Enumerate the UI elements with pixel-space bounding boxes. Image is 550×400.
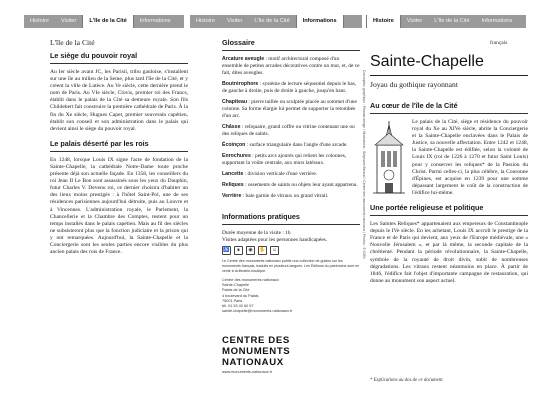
nav-item-informations[interactable]: Informations — [296, 15, 344, 28]
nav-item-visiter[interactable]: Visiter — [60, 18, 77, 24]
person-icon: ☺ — [271, 247, 278, 253]
column-heading: L'île de la Cité — [50, 38, 95, 47]
info-title: Informations pratiques — [222, 212, 360, 225]
vertical-credits: Conception graphique : Plasma design / Illustrations : Stéphane Beraud / Centre des monuments nationaux / Photos : © CMN — [362, 70, 366, 259]
page-title: Sainte-Chapelle — [370, 53, 528, 76]
address-block: Centre des monuments nationaux Sainte-Chapelle Palais de la Cité 4 boulevard du Palais 75001 Paris tél. 01 53 40 60 97 sainte-chapelle@monuments-nationaux.fr — [222, 278, 360, 314]
section-title-palais-deserte: Le palais déserté par les rois — [50, 139, 188, 152]
section-text-pouvoir-royal: Au Ier siècle avant JC, les Parisii, tribu gauloise, s'installent sur une île au milieu de la Seine, plus tard l'île de la Cité, et y créent la ville de Lutèce. Au Ve siècle, cette dernière prend le nom de Paris. Au VIe siècle, Clovis, premier roi des Francs, établit dans le palais de la Cité sa demeure royale. Son fils Childebert fait construire la première cathédrale de Paris. À la fin du Xe siècle, Hugues Capet, premier souverain capétien, établit son conseil et son administration dans le palais qui devient ainsi le siège du pouvoir royal. — [50, 69, 188, 132]
hand-icon: ✋ — [259, 247, 266, 253]
email-link[interactable]: sainte-chapelle@monuments-nationaux.fr — [222, 309, 293, 314]
nav-bar-left — [24, 15, 184, 28]
website-link[interactable]: www.monuments-nationaux.fr — [222, 370, 273, 374]
info-accessibility: Visites adaptées pour les personnes handicapées. — [222, 237, 328, 243]
nav-item-visiter[interactable]: Visiter — [226, 18, 243, 24]
cmn-logo: CENTRE DES MONUMENTS NATIONAUX www.monuments-nationaux.fr — [222, 335, 354, 367]
publication-note: Le Centre des monuments nationaux publie une collection de guides sur les monuments français, traduits en plusieurs langues. Les Éditions du patrimoine sont en vente à la librairie-boutique. — [222, 259, 360, 273]
glossary-entry: Chapiteau : pierre taillée ou sculptée placée au sommet d'une colonne. Sa forme élargie lui permet de supporter la retombée d'un arc. — [222, 99, 357, 119]
accessibility-icons — [222, 246, 360, 255]
section-title-coeur-ile: Au cœur de l'île de la Cité — [370, 101, 528, 114]
glossary-entry: Verrière : baie garnie de vitraux ou grand vitrail. — [222, 193, 329, 199]
glossary-entry: Enrochures : petits arcs ajourés qui relient les colonnes, supportant la voûte centrale, aux murs latéraux. — [222, 153, 347, 166]
nav-item-histoire[interactable]: Histoire — [196, 18, 215, 24]
nav-bar-right — [366, 15, 526, 28]
glossary-title: Glossaire — [222, 38, 360, 51]
ear-icon: ∎ — [234, 246, 243, 255]
nav-bar-middle — [190, 15, 362, 28]
section-text-coeur-ile: Le palais de la Cité, siège et résidence du pouvoir royal du Xe au XIVe siècle, abrite la Conciergerie et la Sainte-Chapelle enclavées dans le Palais de Justice, sa nouvelle affectation. Entre 1242 et 1248, la Sainte-Chapelle est édifiée, selon la volonté de Louis IX (roi de 1226 à 1270 et futur Saint Louis) pour y conserver les reliques* de la Passion du Christ. Parmi celles-ci, la plus célèbre, la Couronne d'Épines, est acquise en 1239 pour une somme dépassant largement le coût de la construction de l'édifice lui-même. — [412, 119, 528, 196]
section-text-palais-deserte: En 1248, lorsque Louis IX signe l'acte de fondation de la Sainte-Chapelle, la cathédrale Notre-Dame toute proche présente déjà son actuelle façade. En 1358, les conseillers du roi Jean II Le Bon sont assassinés sous les yeux du Dauphin, futur Charles V. Devenu roi, ce dernier choisira d'habiter un des lieux moins prestigés : à l'hôtel Saint-Pol, une de ses résidences parisiennes aujourd'hui détruite, puis au Louvre et à Vincennes. L'administration royale, le Parlement, la Chancellerie et la Chambre des Comptes, restent pour un temps installés dans le palais capétien. Mais au fil des siècles ne subsisteront plus que la fonction judiciaire et la prison qui y ont remarquées. Aujourd'hui, la Sainte-Chapelle et la Conciergerie sont les seules parties encore visibles du plus ancien palais des rois de France. — [50, 156, 188, 256]
section-title-pouvoir-royal: Le siège du pouvoir royal — [50, 51, 188, 64]
footnote: * Explications au dos de ce document. — [370, 378, 444, 383]
glossary-entry: Arcature aveugle : motif architectural composé d'un ensemble de petites arcades décoratives contre un mur, et, de ce fait, dites aveugles. — [222, 56, 360, 76]
nav-item-ile-de-la-cite[interactable]: L'île de la Cité — [254, 18, 290, 24]
column-sainte-chapelle — [370, 38, 528, 291]
nav-item-histoire[interactable]: Histoire — [366, 15, 401, 28]
nav-item-informations[interactable]: Informations — [139, 18, 171, 24]
column-ile-de-la-cite — [50, 38, 188, 262]
glossary-entry: Boutrérophore : système de lecture séquentiel depuis le bas, de gauche à droite, puis de droite à gauche, jusqu'en haut. — [222, 81, 357, 94]
nav-item-informations[interactable]: Informations — [481, 18, 513, 24]
wheelchair-icon: ♿ — [223, 247, 230, 253]
section-text-portee: Les Saintes Reliques* appartenaient aux empereurs de Constantinople depuis le IVe siècle. En les achetant, Louis IX accroît le prestige de la France et de Paris qui devient, aux yeux de l'Europe médiévale, une « Nouvelle Jérusalem », et par là même, la seconde capitale de la chrétienté. Pendant la période révolutionnaire, la Sainte-Chapelle, symbole de la royauté de droit divin, subit de nombreuses dégradations. Les vitraux restent néanmoins en place. À partir de 1846, l'édifice fait l'objet d'importante campagne de restauration, qui donne au monument son aspect actuel. — [370, 221, 528, 284]
glossary-list — [222, 56, 360, 200]
nav-item-histoire[interactable]: Histoire — [30, 18, 49, 24]
chapel-illustration — [370, 119, 408, 197]
language-label: français — [490, 40, 508, 46]
glossary-entry: Écoinçon : surface triangulaire dans l'angle d'une arcade. — [222, 142, 348, 148]
page-subtitle: Joyau du gothique rayonnant — [370, 80, 458, 89]
nav-item-ile-de-la-cite[interactable]: L'île de la Cité — [434, 18, 470, 24]
eye-icon: ◉ — [246, 246, 255, 255]
info-duration: Durée moyenne de la visite : 1h — [222, 230, 291, 236]
nav-item-ile-de-la-cite[interactable]: L'île de la Cité — [82, 15, 133, 28]
glossary-entry: Reliques : ossements de saints ou objets leur ayant appartenu. — [222, 182, 358, 188]
column-glossaire — [222, 38, 360, 314]
section-title-portee: Une portée religieuse et politique — [370, 203, 528, 216]
glossary-entry: Lancette : division verticale d'une verrière. — [222, 171, 318, 177]
glossary-entry: Châsse : reliquaire, grand coffre ou vitrine contenant une ou des reliques de saints. — [222, 124, 355, 137]
nav-item-visiter[interactable]: Visiter — [406, 18, 423, 24]
